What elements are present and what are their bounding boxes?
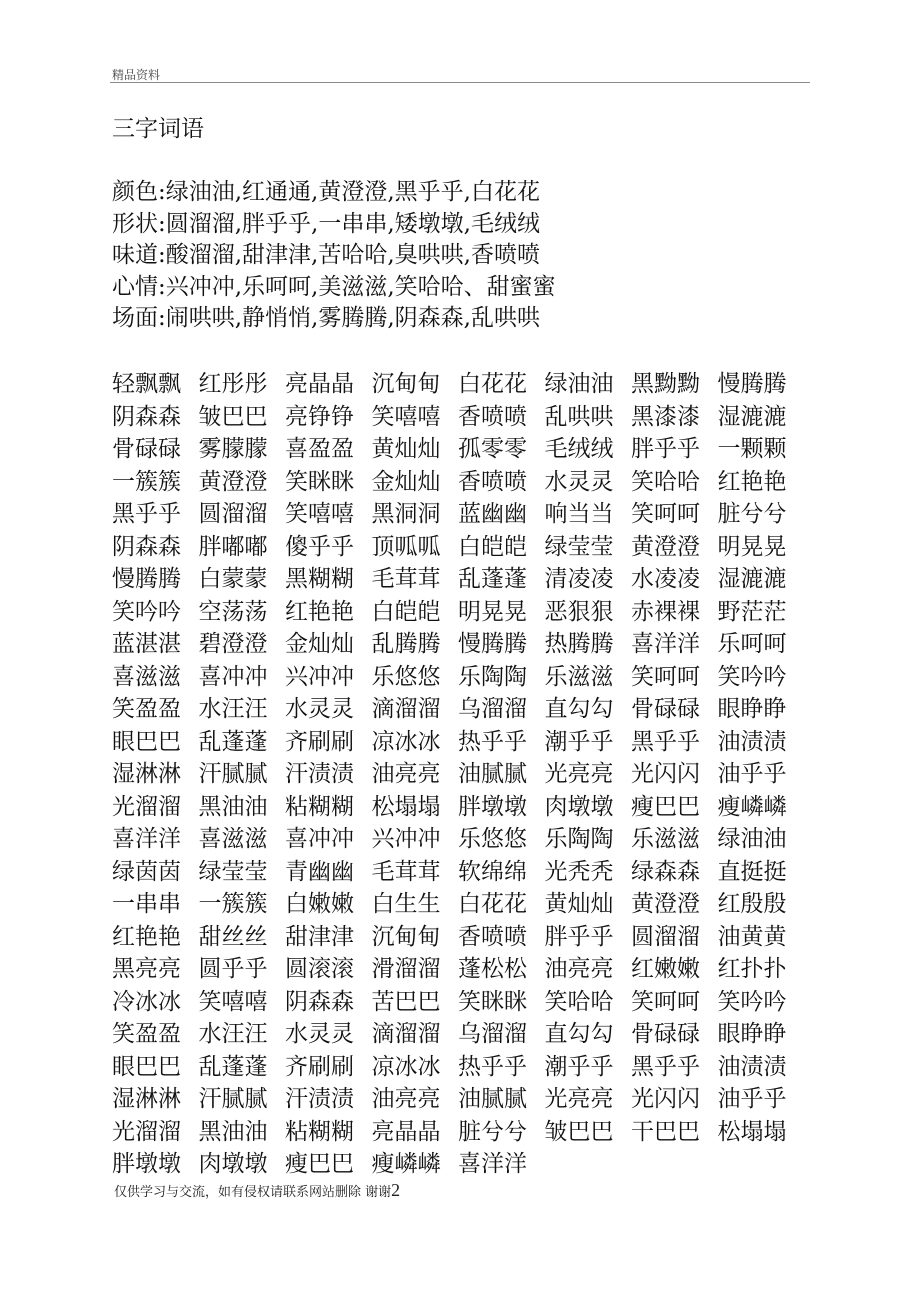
word-item: 冷冰冰 — [112, 988, 181, 1015]
page-header-label: 精品资料 — [112, 68, 161, 82]
word-item: 亮晶晶 — [371, 1118, 441, 1145]
word-item: 光溜溜 — [112, 1118, 181, 1145]
word-item: 兴冲冲 — [285, 663, 354, 690]
word-item: 清凌凌 — [544, 566, 614, 592]
word-item: 滑溜溜 — [371, 956, 441, 982]
word-item: 眼巴巴 — [112, 728, 181, 755]
page-footer — [114, 1180, 400, 1201]
word-item: 兴冲冲 — [371, 826, 441, 852]
word-grid — [112, 368, 812, 1181]
word-item: 脏兮兮 — [458, 1118, 527, 1145]
word-item: 香喷喷 — [458, 468, 527, 495]
word-item: 眼睁睁 — [717, 1021, 787, 1047]
word-item: 乐悠悠 — [458, 826, 527, 852]
word-item: 光闪闪 — [631, 761, 700, 787]
word-item: 光溜溜 — [112, 793, 181, 820]
word-item: 水凌凌 — [631, 566, 700, 592]
word-item: 齐刷刷 — [285, 728, 354, 755]
word-item: 圆乎乎 — [198, 956, 268, 982]
word-item: 绿油油 — [717, 826, 787, 852]
word-item: 潮乎乎 — [544, 728, 614, 755]
word-item: 湿漉漉 — [717, 566, 787, 592]
word-item: 香喷喷 — [458, 403, 527, 430]
word-item: 汗渍渍 — [285, 1086, 354, 1112]
word-item: 红嫩嫩 — [631, 956, 700, 982]
word-item: 甜丝丝 — [198, 923, 268, 950]
word-item: 毛茸茸 — [371, 858, 441, 885]
word-item: 热腾腾 — [544, 631, 614, 657]
category-line-color: 颜色:绿油油,红通通,黄澄澄,黑乎乎,白花花 — [112, 179, 540, 205]
word-item: 喜盈盈 — [285, 436, 354, 462]
word-item: 笑吟吟 — [717, 663, 787, 690]
word-item: 慢腾腾 — [717, 371, 787, 397]
word-item: 红艳艳 — [285, 598, 354, 625]
word-item: 滴溜溜 — [371, 1021, 441, 1047]
word-item: 光亮亮 — [544, 761, 614, 787]
word-item: 响当当 — [544, 501, 614, 527]
word-item: 油黄黄 — [717, 923, 787, 950]
word-item: 一簇簇 — [112, 468, 181, 495]
category-line-mood: 心情:兴冲冲,乐呵呵,美滋滋,笑哈哈、甜蜜蜜 — [112, 273, 556, 300]
word-item: 黄澄澄 — [198, 468, 268, 495]
word-item: 热乎乎 — [458, 728, 527, 755]
word-item: 黄灿灿 — [544, 891, 614, 917]
word-item: 骨碌碌 — [112, 436, 181, 462]
word-item: 胖嘟嘟 — [198, 533, 268, 560]
word-item: 蓬松松 — [458, 956, 527, 982]
word-item: 喜洋洋 — [458, 1151, 527, 1177]
word-item: 干巴巴 — [631, 1118, 700, 1145]
word-item: 胖墩墩 — [458, 793, 527, 820]
word-item: 脏兮兮 — [717, 501, 787, 527]
word-item: 恶狠狠 — [544, 598, 614, 625]
word-item: 白花花 — [458, 891, 527, 917]
word-item: 直挺挺 — [717, 858, 787, 885]
word-item: 雾朦朦 — [198, 436, 268, 462]
word-item: 香喷喷 — [458, 923, 527, 950]
word-item: 黄灿灿 — [371, 436, 441, 462]
word-item: 黑洞洞 — [371, 501, 441, 527]
word-item: 肉墩墩 — [198, 1151, 268, 1177]
page-number: 2 — [391, 1180, 401, 1200]
word-item: 白花花 — [458, 371, 527, 397]
word-item: 空荡荡 — [198, 598, 268, 625]
word-item: 湿淋淋 — [112, 1086, 181, 1112]
word-item: 红殷殷 — [717, 891, 787, 917]
word-item: 明晃晃 — [458, 598, 527, 625]
word-item: 笑眯眯 — [458, 988, 527, 1015]
word-item: 甜津津 — [285, 923, 354, 950]
word-item: 笑盈盈 — [112, 696, 181, 722]
word-item: 沉甸甸 — [371, 371, 441, 397]
word-item: 瘦巴巴 — [631, 793, 700, 820]
word-item: 赤裸裸 — [631, 598, 700, 625]
word-item: 光亮亮 — [544, 1086, 614, 1112]
word-item: 傻乎乎 — [285, 533, 354, 560]
word-item: 油腻腻 — [458, 761, 527, 787]
word-item: 黑乎乎 — [112, 501, 181, 527]
word-item: 黄澄澄 — [631, 891, 700, 917]
word-item: 黑油油 — [198, 793, 268, 820]
word-item: 蓝湛湛 — [112, 631, 181, 657]
word-item: 水汪汪 — [198, 696, 268, 722]
word-item: 亮铮铮 — [285, 403, 354, 430]
word-item: 笑吟吟 — [112, 598, 181, 625]
word-item: 热乎乎 — [458, 1053, 527, 1080]
word-item: 明晃晃 — [717, 533, 787, 560]
word-item: 胖墩墩 — [112, 1151, 181, 1177]
word-item: 金灿灿 — [371, 468, 441, 495]
category-line-taste: 味道:酸溜溜,甜津津,苦哈哈,臭哄哄,香喷喷 — [112, 242, 540, 268]
word-item: 乱蓬蓬 — [198, 1053, 268, 1080]
word-item: 碧澄澄 — [198, 631, 268, 657]
word-item: 笑哈哈 — [631, 468, 700, 495]
word-item: 光秃秃 — [544, 858, 614, 885]
word-item: 红彤彤 — [198, 371, 268, 397]
word-item: 黑黝黝 — [631, 371, 700, 397]
word-item: 粘糊糊 — [285, 793, 354, 820]
word-item: 湿淋淋 — [112, 761, 181, 787]
word-item: 黑乎乎 — [631, 728, 700, 755]
word-item: 笑呵呵 — [631, 663, 700, 690]
word-item: 红扑扑 — [717, 956, 787, 982]
word-item: 皱巴巴 — [544, 1118, 614, 1145]
word-item: 滴溜溜 — [371, 696, 441, 722]
word-item: 绿莹莹 — [544, 533, 614, 560]
word-item: 皱巴巴 — [198, 403, 268, 430]
word-item: 红艳艳 — [717, 468, 787, 495]
word-item: 一颗颗 — [717, 436, 787, 462]
word-item: 黑糊糊 — [285, 566, 354, 592]
word-item: 乱哄哄 — [544, 403, 614, 430]
word-item: 慢腾腾 — [112, 566, 181, 592]
word-item: 眼睁睁 — [717, 696, 787, 722]
word-item: 骨碌碌 — [631, 1021, 700, 1047]
word-item: 乐滋滋 — [544, 663, 614, 690]
word-item: 白皑皑 — [458, 533, 527, 560]
word-item: 金灿灿 — [285, 631, 354, 657]
word-item: 笑吟吟 — [717, 988, 787, 1015]
word-item: 笑嘻嘻 — [371, 403, 441, 430]
word-item: 直勾勾 — [544, 1021, 614, 1047]
word-item: 阴森森 — [112, 533, 181, 560]
word-item: 油渍渍 — [717, 1053, 787, 1080]
word-item: 眼巴巴 — [112, 1053, 181, 1080]
word-item: 油亮亮 — [371, 1086, 441, 1112]
word-item: 白嫩嫩 — [285, 891, 354, 917]
word-item: 沉甸甸 — [371, 923, 441, 950]
word-item: 油乎乎 — [717, 1086, 787, 1112]
word-item: 黑亮亮 — [112, 956, 181, 982]
word-item: 黄澄澄 — [631, 533, 700, 560]
word-item: 圆滚滚 — [285, 956, 354, 982]
word-item: 松塌塌 — [717, 1118, 787, 1145]
word-item: 白皑皑 — [371, 598, 441, 625]
word-item: 喜洋洋 — [112, 826, 181, 852]
word-item: 喜滋滋 — [198, 826, 268, 852]
word-item: 阴森森 — [285, 988, 354, 1015]
word-item: 黑漆漆 — [631, 403, 700, 430]
word-item: 软绵绵 — [458, 858, 527, 885]
word-item: 孤零零 — [458, 436, 527, 462]
word-item: 绿森森 — [631, 858, 700, 885]
category-line-shape: 形状:圆溜溜,胖乎乎,一串串,矮墩墩,毛绒绒 — [112, 210, 540, 237]
word-item: 苦巴巴 — [371, 988, 441, 1015]
word-item: 白蒙蒙 — [198, 566, 268, 592]
word-item: 水汪汪 — [198, 1021, 268, 1047]
word-item: 笑眯眯 — [285, 468, 354, 495]
word-item: 笑嘻嘻 — [285, 501, 354, 527]
word-item: 汗腻腻 — [198, 761, 268, 787]
category-lines — [112, 177, 556, 335]
word-item: 白生生 — [371, 891, 441, 917]
word-item: 骨碌碌 — [631, 696, 700, 722]
word-item: 黑油油 — [198, 1118, 268, 1145]
word-item: 油腻腻 — [458, 1086, 527, 1112]
word-item: 乐陶陶 — [544, 826, 614, 852]
word-item: 喜洋洋 — [631, 631, 700, 657]
word-item: 油亮亮 — [544, 956, 614, 982]
word-item: 瘦巴巴 — [285, 1151, 354, 1177]
word-item: 乌溜溜 — [458, 696, 527, 722]
word-item: 喜冲冲 — [285, 826, 354, 852]
word-item: 粘糊糊 — [285, 1118, 354, 1145]
word-item: 亮晶晶 — [285, 371, 354, 397]
word-item: 肉墩墩 — [544, 793, 614, 820]
word-item: 乐呵呵 — [717, 631, 787, 657]
word-item: 一簇簇 — [198, 891, 268, 917]
word-item: 乐悠悠 — [371, 663, 441, 690]
word-item: 乐滋滋 — [631, 826, 700, 852]
word-item: 湿漉漉 — [717, 403, 787, 430]
word-item: 笑盈盈 — [112, 1021, 181, 1047]
word-item: 瘦嶙嶙 — [371, 1151, 441, 1177]
word-item: 红艳艳 — [112, 923, 181, 950]
word-item: 乱腾腾 — [371, 631, 441, 657]
word-item: 乐陶陶 — [458, 663, 527, 690]
word-item: 胖乎乎 — [544, 923, 614, 950]
word-item: 一串串 — [112, 891, 181, 917]
word-item: 油渍渍 — [717, 728, 787, 755]
word-item: 凉冰冰 — [371, 1053, 441, 1080]
word-item: 凉冰冰 — [371, 728, 441, 755]
word-item: 乌溜溜 — [458, 1021, 527, 1047]
word-item: 水灵灵 — [544, 468, 614, 495]
word-item: 毛茸茸 — [371, 566, 441, 592]
word-item: 慢腾腾 — [458, 631, 527, 657]
word-item: 绿莹莹 — [198, 858, 268, 885]
word-item: 野茫茫 — [717, 598, 787, 625]
word-item: 黑乎乎 — [631, 1053, 700, 1080]
word-item: 喜冲冲 — [198, 663, 268, 690]
word-item: 绿茵茵 — [112, 858, 181, 885]
word-item: 潮乎乎 — [544, 1053, 614, 1080]
word-item: 绿油油 — [544, 371, 614, 397]
word-item: 胖乎乎 — [631, 436, 700, 462]
word-item: 圆溜溜 — [631, 923, 700, 950]
word-item: 光闪闪 — [631, 1086, 700, 1112]
word-item: 汗渍渍 — [285, 761, 354, 787]
word-item: 松塌塌 — [371, 793, 441, 820]
word-item: 笑嘻嘻 — [198, 988, 268, 1015]
word-item: 轻飘飘 — [112, 371, 181, 397]
page-title: 三字词语 — [112, 116, 204, 142]
word-item: 喜滋滋 — [112, 663, 181, 690]
header-divider — [110, 82, 810, 83]
word-item: 笑呵呵 — [631, 501, 700, 527]
word-item: 笑呵呵 — [631, 988, 700, 1015]
footer-note: 仅供学习与交流，如有侵权请联系网站删除 谢谢 — [114, 1185, 392, 1200]
word-item: 阴森森 — [112, 403, 181, 430]
word-item: 油亮亮 — [371, 761, 441, 787]
word-item: 蓝幽幽 — [458, 501, 527, 527]
word-item: 毛绒绒 — [544, 436, 614, 462]
word-item: 齐刷刷 — [285, 1053, 354, 1080]
word-item: 汗腻腻 — [198, 1086, 268, 1112]
word-item: 圆溜溜 — [198, 501, 268, 527]
word-item: 笑哈哈 — [544, 988, 614, 1015]
word-item: 水灵灵 — [285, 1021, 354, 1047]
word-item: 油乎乎 — [717, 761, 787, 787]
word-item: 乱蓬蓬 — [198, 728, 268, 755]
word-item: 青幽幽 — [285, 858, 354, 885]
word-item: 直勾勾 — [544, 696, 614, 722]
word-item: 顶呱呱 — [371, 533, 441, 560]
word-item: 水灵灵 — [285, 696, 354, 722]
category-line-scene: 场面:闹哄哄,静悄悄,雾腾腾,阴森森,乱哄哄 — [112, 305, 540, 331]
word-item: 瘦嶙嶙 — [717, 793, 787, 820]
word-item: 乱蓬蓬 — [458, 566, 527, 592]
